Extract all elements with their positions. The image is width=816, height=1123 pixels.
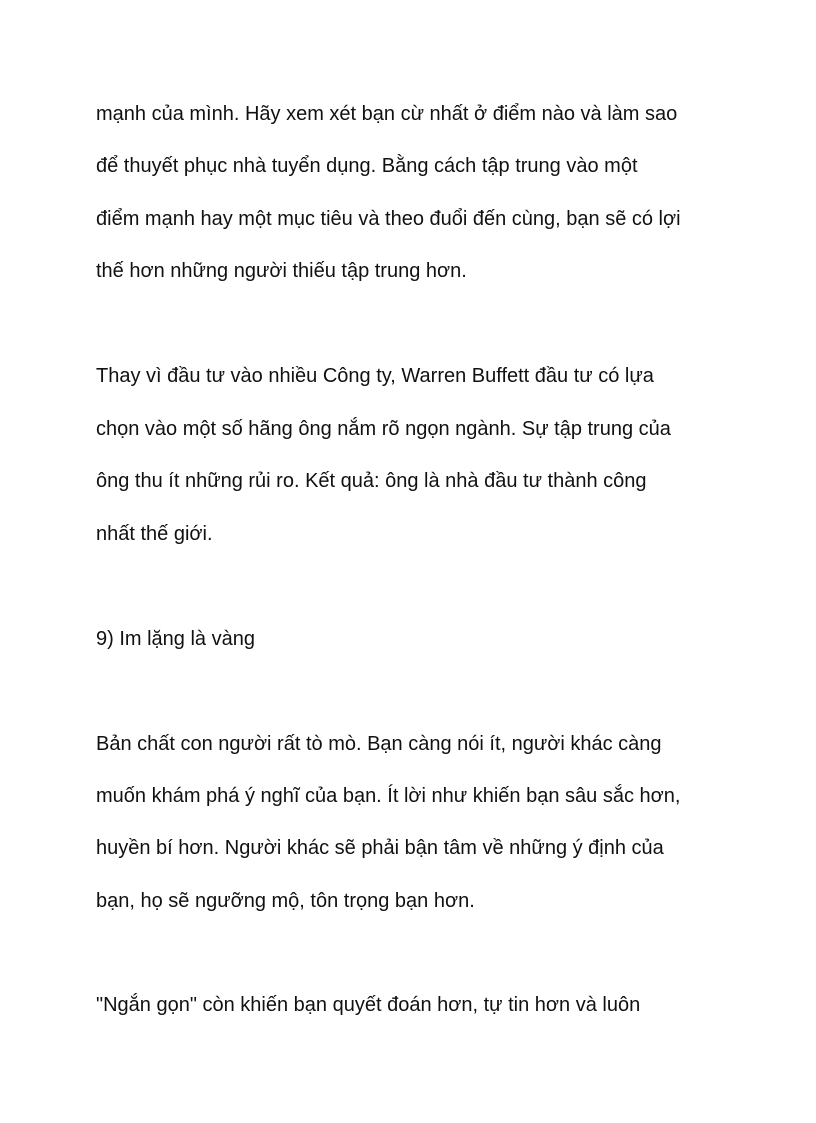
text-line: thế hơn những người thiếu tập trung hơn. — [96, 260, 467, 282]
section-heading: 9) Im lặng là vàng — [96, 628, 255, 650]
text-line: mạnh của mình. Hãy xem xét bạn cừ nhất ở điểm nào và làm sao — [96, 103, 678, 125]
text-line: nhất thế giới. — [96, 523, 213, 545]
text-line: huyền bí hơn. Người khác sẽ phải bận tâm về những ý định của — [96, 837, 664, 859]
text-line: Thay vì đầu tư vào nhiều Công ty, Warren Buffett đầu tư có lựa — [96, 365, 654, 387]
text-line: để thuyết phục nhà tuyển dụng. Bằng cách tập trung vào một — [96, 155, 638, 177]
text-line: điểm mạnh hay một mục tiêu và theo đuổi đến cùng, bạn sẽ có lợi — [96, 208, 681, 230]
text-line: chọn vào một số hãng ông nắm rõ ngọn ngành. Sự tập trung của — [96, 418, 671, 440]
text-line: "Ngắn gọn" còn khiến bạn quyết đoán hơn, tự tin hơn và luôn — [96, 994, 641, 1016]
text-line: bạn, họ sẽ ngưỡng mộ, tôn trọng bạn hơn. — [96, 890, 475, 912]
text-line: Bản chất con người rất tò mò. Bạn càng nói ít, người khác càng — [96, 733, 662, 755]
text-line: ông thu ít những rủi ro. Kết quả: ông là nhà đầu tư thành công — [96, 470, 647, 492]
text-line: muốn khám phá ý nghĩ của bạn. Ít lời như khiến bạn sâu sắc hơn, — [96, 785, 681, 807]
